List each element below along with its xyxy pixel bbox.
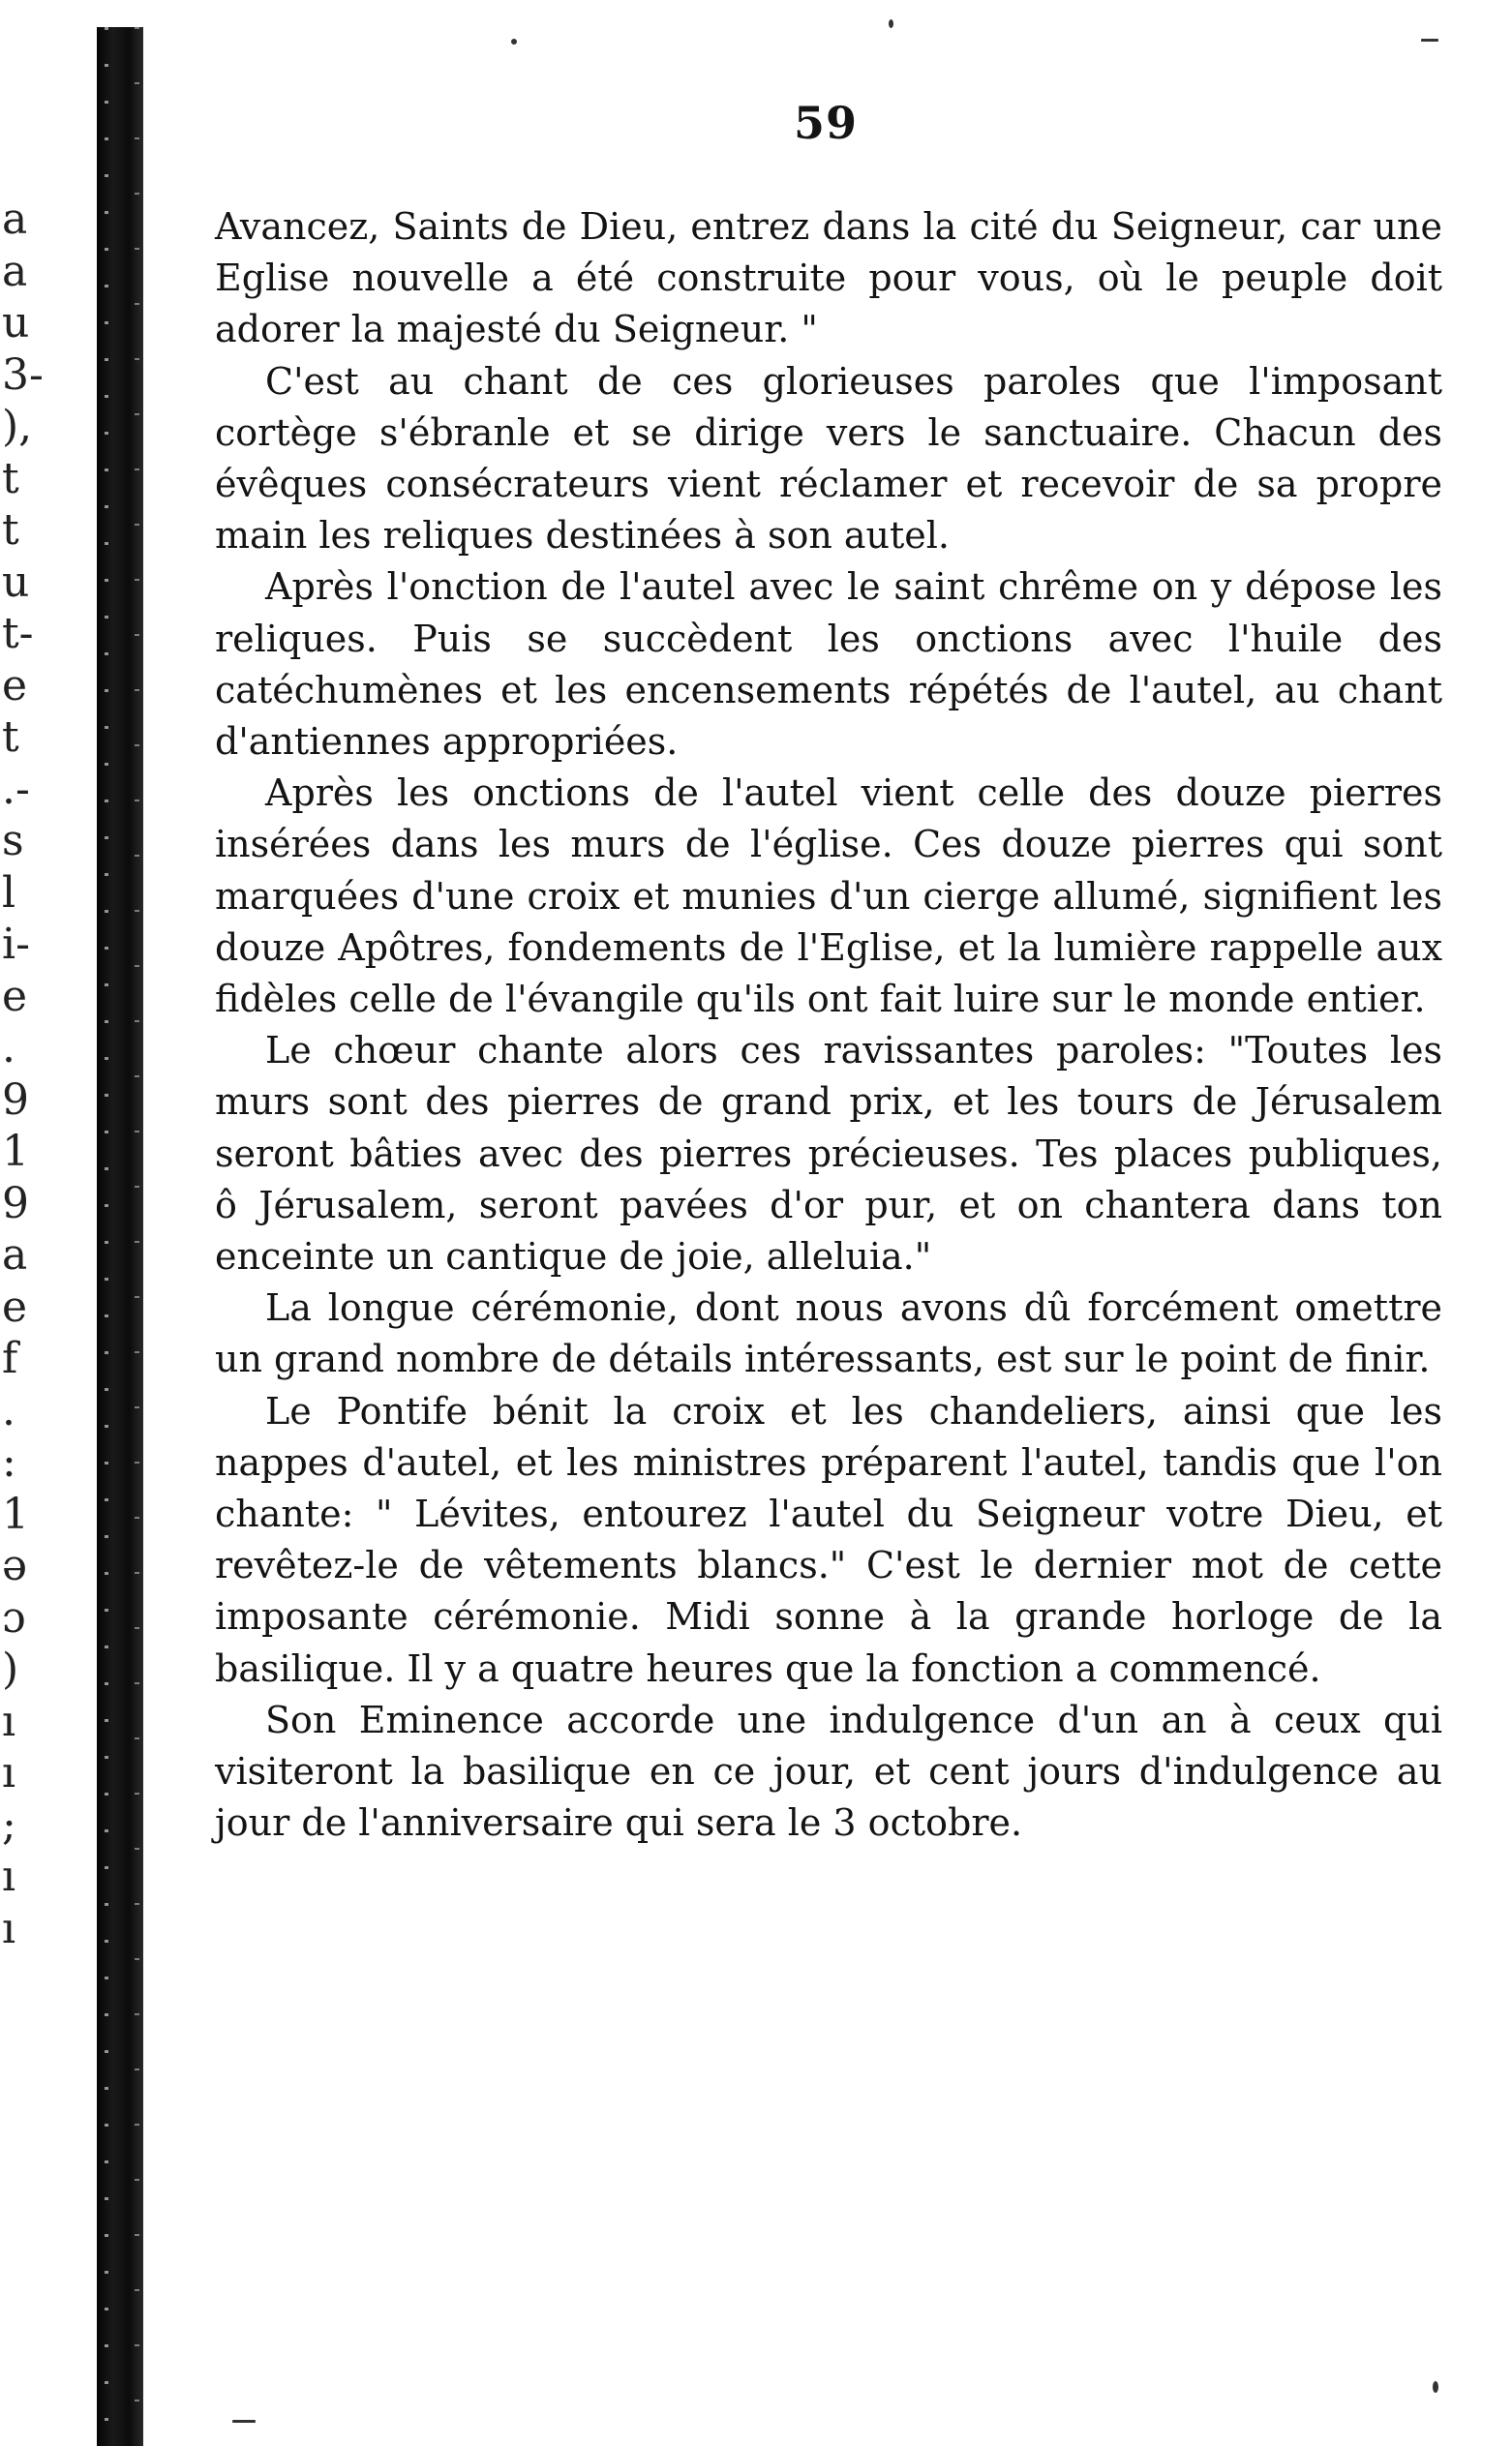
facing-page-bleed [2, 194, 44, 1954]
bleed-char: a [2, 195, 28, 244]
bleed-char: ı [2, 1696, 16, 1746]
bleed-char: a [2, 1230, 28, 1280]
paragraph: La longue cérémonie, dont nous avons dû forcément omettre un grand nombre de détails intéressants, est sur le point de finir. [215, 1286, 1442, 1381]
bleed-char: t [2, 453, 19, 503]
bleed-char: f [2, 1334, 18, 1383]
bleed-char: e [2, 660, 28, 710]
paragraph: Son Eminence accorde une indulgence d'un an à ceux qui visiteront la basilique en ce jour, et cent jours d'indulgence au jour de l'anniversaire qui sera le 3 octobre. [215, 1698, 1442, 1845]
bleed-char: ) [2, 1645, 19, 1694]
ink-speck [1421, 39, 1438, 42]
body-text [215, 201, 1442, 1850]
bleed-char: u [2, 298, 30, 347]
page-number: 59 [794, 97, 859, 149]
paragraph: Avancez, Saints de Dieu, entrez dans la cité du Seigneur, car une Eglise nouvelle a été construite pour vous, où le peuple doit adorer la majesté du Seigneur. " [215, 205, 1442, 351]
bleed-char: t- [2, 609, 34, 658]
bleed-char: a [2, 246, 28, 296]
bleed-char: .- [2, 764, 30, 814]
bleed-char: i- [2, 920, 30, 969]
bleed-char: 9 [2, 1178, 29, 1228]
paragraph: C'est au chant de ces glorieuses paroles que l'imposant cortège s'ébranle et se dirige vers le sanctuaire. Chacun des évêques consécrateurs vient réclamer et recevoir de sa propre main les reliques destinées à son autel. [215, 359, 1442, 558]
bleed-char: ; [2, 1799, 16, 1850]
ink-speck [232, 2420, 256, 2423]
bleed-char: ı [2, 1748, 16, 1797]
bleed-char: t [2, 712, 19, 762]
paragraph: Après l'onction de l'autel avec le saint chrême on y dépose les reliques. Puis se succèdent les onctions avec l'huile des catéchumènes et les encensements répétés de l'autel, au chant d'antiennes appropriées. [215, 565, 1442, 764]
bleed-char: 1 [2, 1489, 29, 1539]
ink-speck [1433, 2381, 1438, 2393]
bleed-char: 1 [2, 1127, 29, 1176]
bleed-char: . [2, 1385, 15, 1435]
bleed-char: e [2, 971, 28, 1021]
bleed-char: . [2, 1023, 15, 1072]
bleed-char: ɔ [2, 1592, 26, 1643]
bleed-char: e [2, 1282, 28, 1332]
paragraph: Le Pontife bénit la croix et les chandeliers, ainsi que les nappes d'autel, et les ministres préparent l'autel, tandis que l'on chante: " Lévites, entourez l'autel du Seigneur votre Dieu, et revêtez-le de vêtements blancs." C'est le dernier mot de cette imposante cérémonie. Midi sonne à la grande horloge de la basilique. Il y a quatre heures que la fonction a commencé. [215, 1389, 1442, 1690]
ink-speck [889, 19, 893, 28]
bleed-char: ə [2, 1541, 28, 1590]
bleed-char: ı [2, 1903, 16, 1953]
binding-gutter [97, 27, 143, 2446]
bleed-char: u [2, 557, 30, 607]
bleed-char: s [2, 816, 24, 865]
bleed-char: 9 [2, 1074, 29, 1125]
bleed-char: l [2, 867, 16, 918]
paragraph: Le chœur chante alors ces ravissantes paroles: "Toutes les murs sont des pierres de grand prix, et les tours de Jérusalem seront bâties avec des pierres précieuses. Tes places publiques, ô Jérusalem, seront pavées d'or pur, et on chantera dans ton enceinte un cantique de joie, alleluia." [215, 1029, 1442, 1279]
bleed-char: ), [2, 402, 33, 451]
bleed-char: : [2, 1437, 16, 1487]
bleed-char: t [2, 505, 19, 555]
ink-speck [511, 39, 517, 45]
bleed-char: ı [2, 1852, 16, 1901]
paragraph: Après les onctions de l'autel vient celle des douze pierres insérées dans les murs de l'église. Ces douze pierres qui sont marquées d'une croix et munies d'un cierge allumé, signifient les douze Apôtres, fondements de l'Eglise, et la lumière rappelle aux fidèles celle de l'évangile qu'ils ont fait luire sur le monde entier. [215, 771, 1442, 1021]
bleed-char: 3- [2, 349, 44, 400]
